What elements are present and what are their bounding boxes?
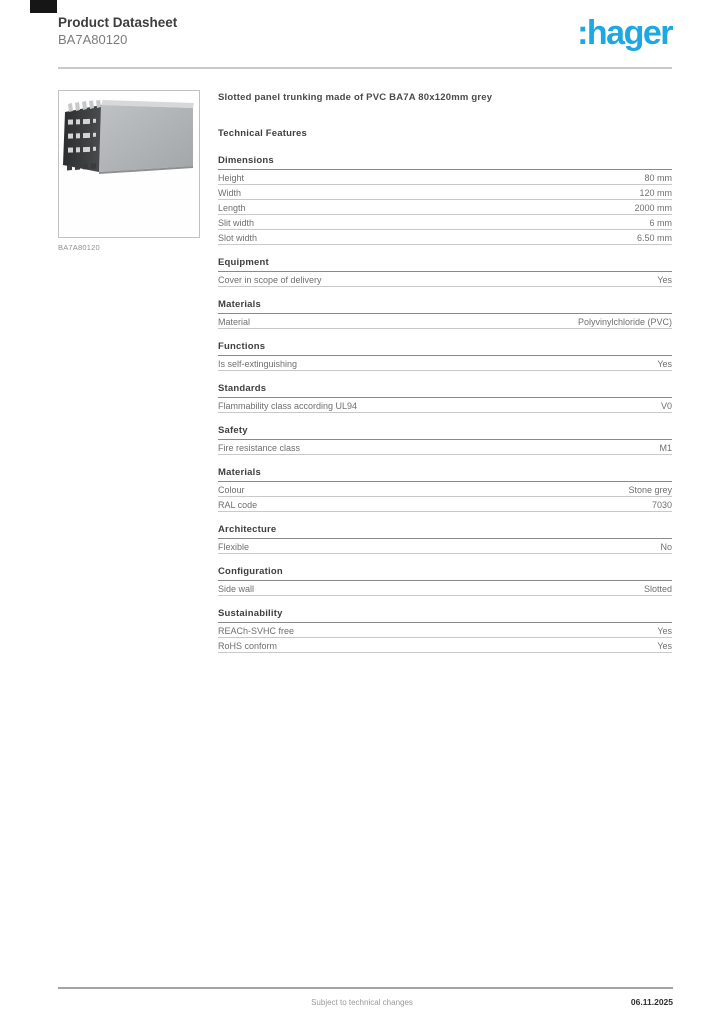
spec-value: 6.50 mm — [636, 232, 672, 243]
spec-label: Colour — [218, 484, 245, 495]
spec-label: RoHS conform — [218, 640, 278, 651]
spec-section-title: Dimensions — [218, 155, 672, 170]
spec-row — [218, 482, 672, 497]
product-image — [58, 90, 200, 238]
spec-section-title: Standards — [218, 383, 672, 398]
page-title: Product Datasheet — [58, 15, 178, 30]
spec-value: No — [660, 541, 672, 552]
spec-row — [218, 398, 672, 413]
spec-value: Yes — [657, 625, 672, 636]
spec-section — [218, 566, 672, 596]
spec-row — [218, 623, 672, 638]
spec-value: Slotted — [643, 583, 672, 594]
spec-section — [218, 608, 672, 653]
spec-value: Stone grey — [628, 484, 672, 495]
footer-note: Subject to technical changes — [311, 998, 413, 1007]
spec-row — [218, 356, 672, 371]
spec-row — [218, 581, 672, 596]
spec-section-title: Safety — [218, 425, 672, 440]
header-titles — [58, 14, 177, 48]
page-header — [58, 14, 672, 50]
spec-label: Length — [218, 202, 246, 213]
spec-label: Flammability class according UL94 — [218, 400, 358, 411]
spec-section — [218, 467, 672, 512]
spec-row — [218, 638, 672, 653]
spec-section-title: Functions — [218, 341, 672, 356]
spec-column — [218, 92, 672, 665]
spec-row — [218, 200, 672, 215]
spec-value: 7030 — [651, 499, 672, 510]
spec-section-title: Configuration — [218, 566, 672, 581]
spec-section — [218, 257, 672, 287]
hager-logo: :hager — [577, 14, 672, 52]
product-title: Slotted panel trunking made of PVC BA7A 80x120mm grey — [218, 92, 493, 103]
header-divider — [58, 67, 672, 69]
spec-section-title: Materials — [218, 467, 672, 482]
spec-section — [218, 155, 672, 245]
spec-section — [218, 383, 672, 413]
spec-label: Slit width — [218, 217, 255, 228]
spec-value: 120 mm — [639, 187, 672, 198]
spec-value: 6 mm — [649, 217, 672, 228]
spec-value: 2000 mm — [634, 202, 672, 213]
spec-label: REACh-SVHC free — [218, 625, 295, 636]
spec-row — [218, 272, 672, 287]
spec-value: Polyvinylchloride (PVC) — [577, 316, 672, 327]
spec-row — [218, 314, 672, 329]
spec-label: Width — [218, 187, 242, 198]
print-registration-mark — [30, 0, 57, 13]
spec-section-title: Materials — [218, 299, 672, 314]
spec-label: Flexible — [218, 541, 250, 552]
spec-label: Fire resistance class — [218, 442, 301, 453]
spec-row — [218, 170, 672, 185]
spec-value: M1 — [659, 442, 672, 453]
spec-section — [218, 299, 672, 329]
spec-section-title: Equipment — [218, 257, 672, 272]
spec-section-title: Architecture — [218, 524, 672, 539]
spec-section — [218, 425, 672, 455]
spec-row — [218, 539, 672, 554]
spec-value: Yes — [657, 640, 672, 651]
spec-value: Yes — [657, 274, 672, 285]
spec-label: RAL code — [218, 499, 258, 510]
footer-divider — [58, 987, 673, 989]
spec-section-title: Sustainability — [218, 608, 672, 623]
trunking-drawing — [59, 91, 199, 237]
spec-label: Cover in scope of delivery — [218, 274, 322, 285]
technical-features-heading: Technical Features — [218, 128, 307, 139]
spec-label: Material — [218, 316, 251, 327]
product-reference: BA7A80120 — [58, 32, 128, 47]
spec-value: V0 — [660, 400, 672, 411]
spec-label: Slot width — [218, 232, 258, 243]
spec-row — [218, 230, 672, 245]
spec-row — [218, 440, 672, 455]
spec-label: Is self-extinguishing — [218, 358, 298, 369]
spec-value: 80 mm — [644, 172, 672, 183]
footer-date: 06.11.2025 — [630, 997, 673, 1007]
spec-row — [218, 215, 672, 230]
spec-value: Yes — [657, 358, 672, 369]
spec-label: Height — [218, 172, 245, 183]
spec-section — [218, 341, 672, 371]
spec-row — [218, 497, 672, 512]
product-image-caption: BA7A80120 — [58, 243, 100, 252]
spec-section — [218, 524, 672, 554]
spec-label: Side wall — [218, 583, 255, 594]
spec-sections — [218, 155, 672, 653]
spec-row — [218, 185, 672, 200]
